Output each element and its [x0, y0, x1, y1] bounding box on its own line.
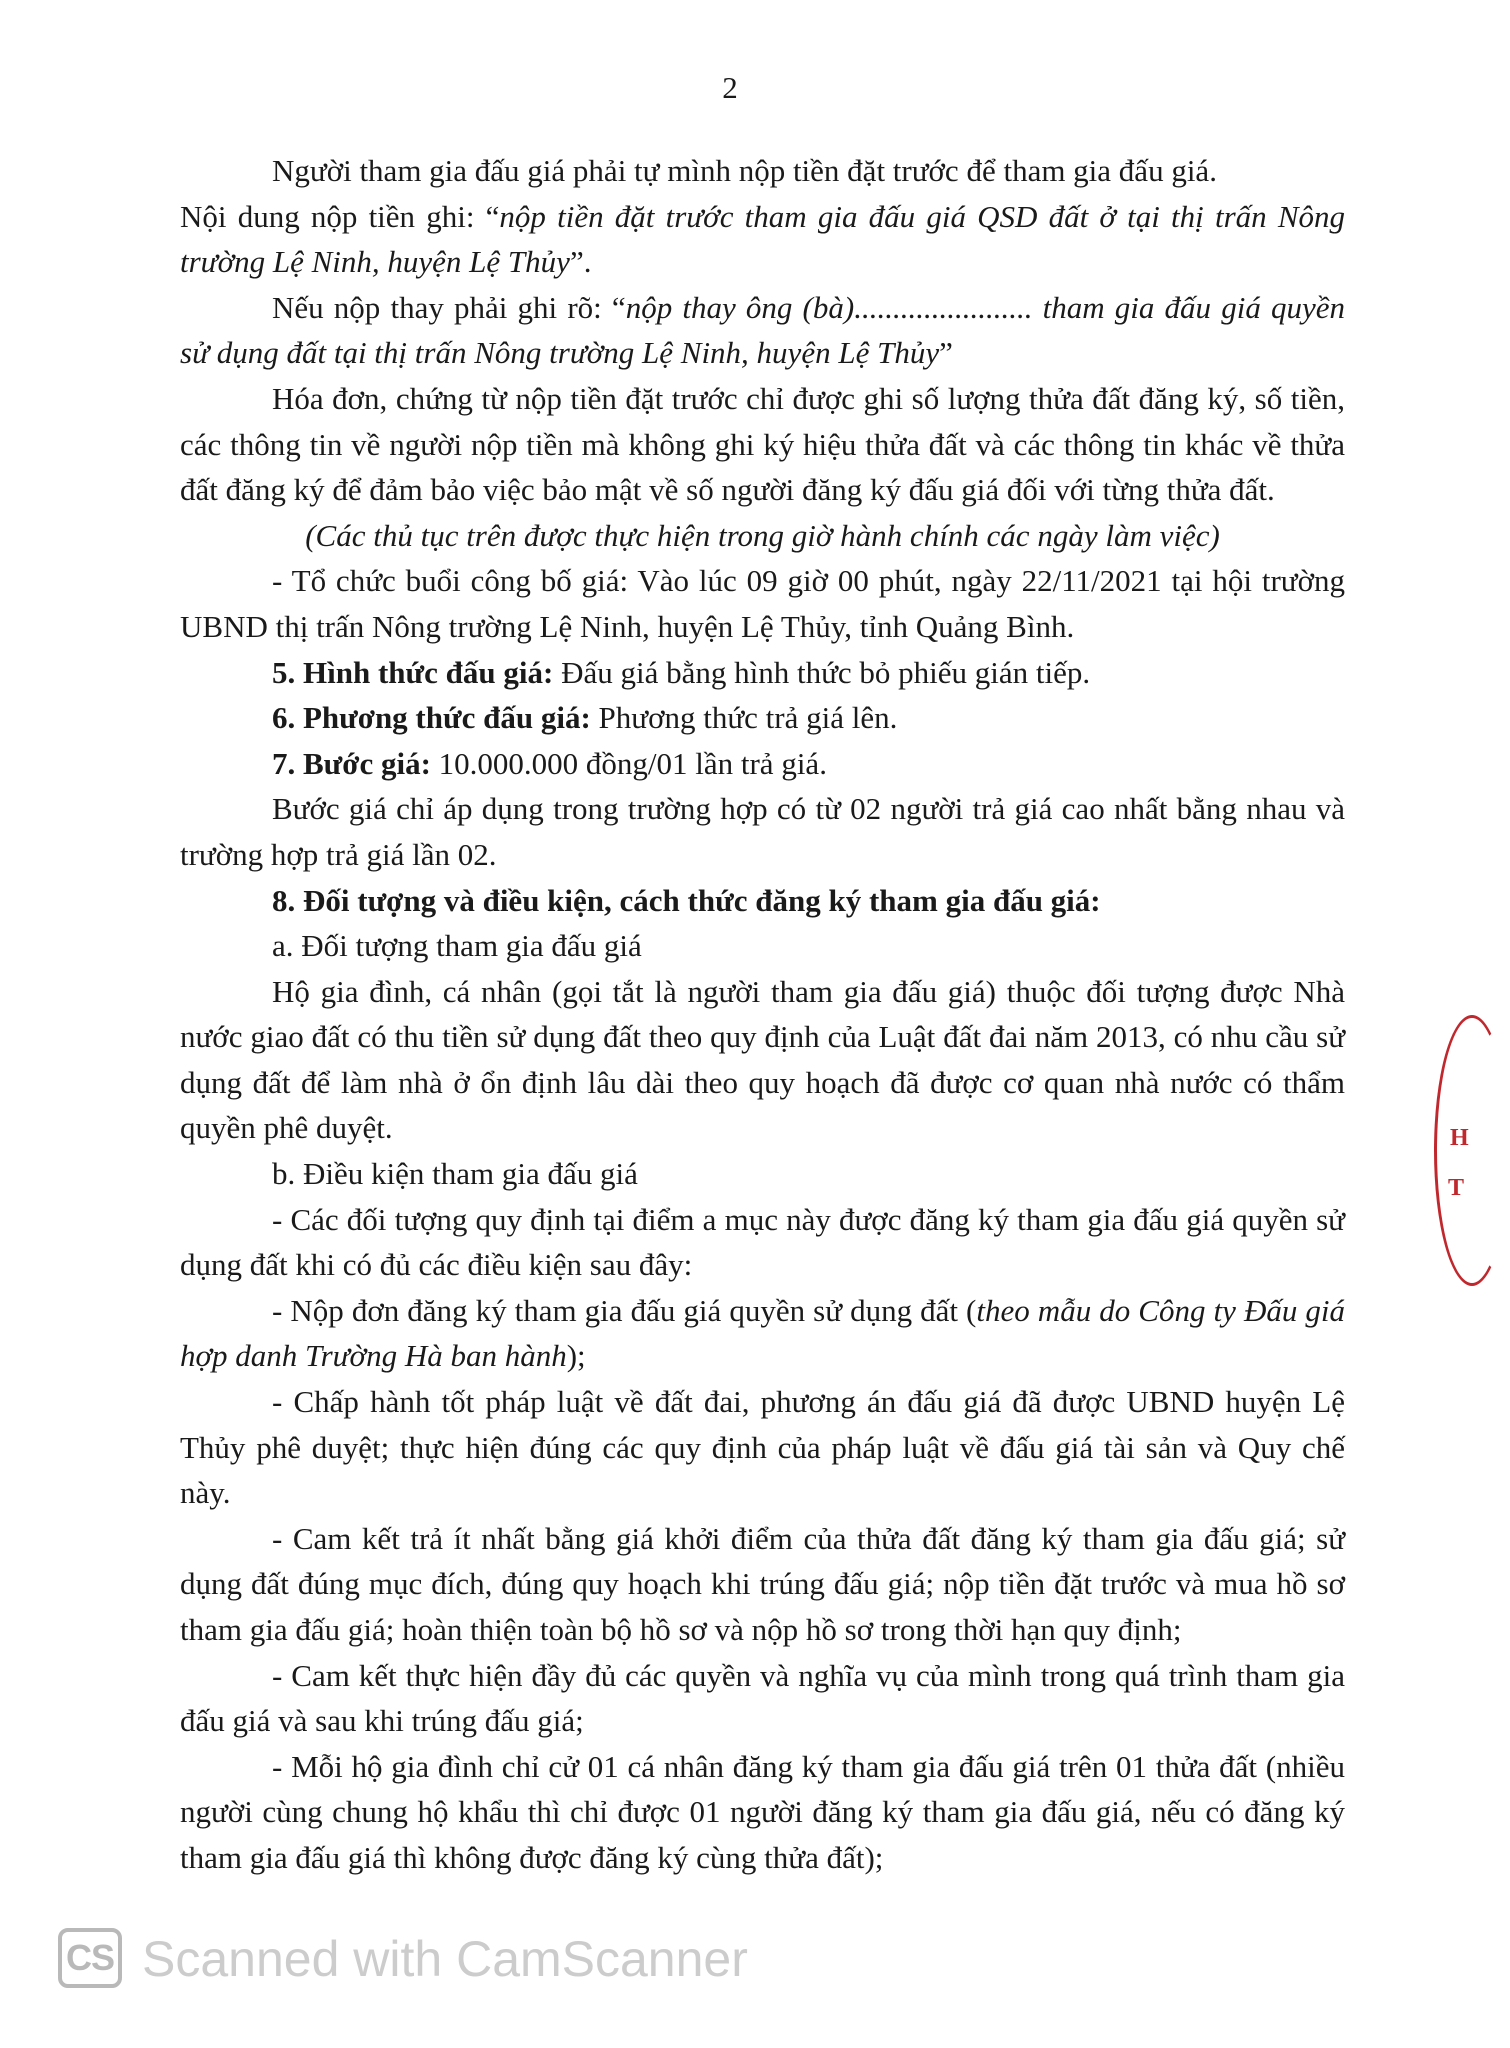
- text: Phương thức trả giá lên.: [590, 700, 898, 736]
- text: - Nộp đơn đăng ký tham gia đấu giá quyền sử dụng đất (: [272, 1292, 977, 1328]
- section-heading: 7. Bước giá:: [272, 745, 431, 781]
- paragraph: - Các đối tượng quy định tại điểm a mục này được đăng ký tham gia đấu giá quyền sử dụng đất khi có đủ các điều kiện sau đây:: [180, 1201, 1345, 1283]
- section-heading: 6. Phương thức đấu giá:: [272, 700, 591, 736]
- section-7: [180, 741, 1345, 787]
- stamp-ring: [1434, 1015, 1510, 1286]
- paragraph: Hộ gia đình, cá nhân (gọi tắt là người tham gia đấu giá) thuộc đối tượng được Nhà nước giao đất có thu tiền sử dụng đất theo quy định của Luật đất đai năm 2013, có nhu cầu sử dụng đất để làm nhà ở ổn định lâu dài theo quy hoạch đã được cơ quan nhà nước có thẩm quyền phê duyệt.: [180, 973, 1345, 1146]
- paragraph: Hóa đơn, chứng từ nộp tiền đặt trước chỉ được ghi số lượng thửa đất đăng ký, số tiền, các thông tin về người nộp tiền mà không ghi ký hiệu thửa đất và các thông tin khác về thửa đất đăng ký để đảm bảo việc bảo mật về số người đăng ký đấu giá đối với từng thửa đất.: [180, 380, 1345, 508]
- paragraph: [180, 285, 1345, 376]
- paragraph: - Cam kết thực hiện đầy đủ các quyền và nghĩa vụ của mình trong quá trình tham gia đấu giá và sau khi trúng đấu giá;: [180, 1657, 1345, 1739]
- text: Nội dung nộp tiền ghi: “: [180, 198, 500, 234]
- page-number: 2: [722, 70, 738, 105]
- text: 10.000.000 đồng/01 lần trả giá.: [430, 745, 827, 781]
- section-heading: 8. Đối tượng và điều kiện, cách thức đăng ký tham gia đấu giá:: [272, 882, 1101, 918]
- camscanner-logo-icon: CS: [58, 1928, 122, 1988]
- subsection-b: b. Điều kiện tham gia đấu giá: [272, 1156, 638, 1192]
- italic-text: nộp tiền đặt trước tham gia đấu giá QSD đất ở tại thị trấn Nông trường Lệ Ninh, huyện Lệ Thủy: [180, 198, 1345, 280]
- subsection-a: a. Đối tượng tham gia đấu giá: [272, 928, 642, 964]
- text: ”.: [569, 244, 592, 280]
- section-heading: 5. Hình thức đấu giá:: [272, 654, 554, 690]
- section-8: [180, 878, 1345, 924]
- paragraph: Người tham gia đấu giá phải tự mình nộp tiền đặt trước để tham gia đấu giá.: [272, 153, 1217, 188]
- text: Nếu nộp thay phải ghi rõ: “: [272, 289, 626, 325]
- italic-text: theo mẫu do Công ty Đấu giá hợp danh Trường Hà ban hành: [180, 1292, 1346, 1374]
- paragraph: - Cam kết trả ít nhất bằng giá khởi điểm của thửa đất đăng ký tham gia đấu giá; sử dụng đất đúng mục đích, đúng quy hoạch khi trúng đấu giá; nộp tiền đặt trước và mua hồ sơ tham gia đấu giá; hoàn thiện toàn bộ hồ sơ và nộp hồ sơ trong thời hạn quy định;: [180, 1520, 1345, 1647]
- red-stamp: [1428, 1015, 1468, 1280]
- text: ”: [939, 335, 953, 371]
- text: Đấu giá bằng hình thức bỏ phiếu gián tiếp.: [553, 654, 1091, 690]
- scanner-watermark: Scanned with CamScanner: [142, 1931, 748, 1987]
- paragraph: Bước giá chỉ áp dụng trong trường hợp có từ 02 người trả giá cao nhất bằng nhau và trường hợp trả giá lần 02.: [180, 791, 1345, 872]
- italic-note: (Các thủ tục trên được thực hiện trong giờ hành chính các ngày làm việc): [305, 517, 1220, 553]
- stamp-letter: H: [1450, 1125, 1469, 1151]
- paragraph: - Mỗi hộ gia đình chỉ cử 01 cá nhân đăng ký tham gia đấu giá trên 01 thửa đất (nhiều người cùng chung hộ khẩu thì chỉ được 01 người đăng ký tham gia đấu giá, nếu có đăng ký tham gia đấu giá thì không được đăng ký cùng thửa đất);: [180, 1748, 1345, 1875]
- italic-text: nộp thay ông (bà)....................... tham gia đấu giá quyền sử dụng đất tại thị trấn Nông trường Lệ Ninh, huyện Lệ Thủy: [180, 289, 1346, 371]
- paragraph: [180, 1288, 1345, 1379]
- text: );: [566, 1338, 586, 1374]
- stamp-letter: T: [1448, 1175, 1465, 1201]
- paragraph: - Chấp hành tốt pháp luật về đất đai, phương án đấu giá đã được UBND huyện Lệ Thủy phê duyệt; thực hiện đúng các quy định của pháp luật về đấu giá tài sản và Quy chế này.: [180, 1384, 1345, 1511]
- paragraph: - Tổ chức buổi công bố giá: Vào lúc 09 giờ 00 phút, ngày 22/11/2021 tại hội trường UBND thị trấn Nông trường Lệ Ninh, huyện Lệ Thủy, tỉnh Quảng Bình.: [180, 563, 1345, 644]
- document-body: [180, 148, 1345, 1881]
- section-5: [180, 650, 1345, 696]
- section-6: [180, 695, 1345, 741]
- paragraph: [180, 194, 1345, 285]
